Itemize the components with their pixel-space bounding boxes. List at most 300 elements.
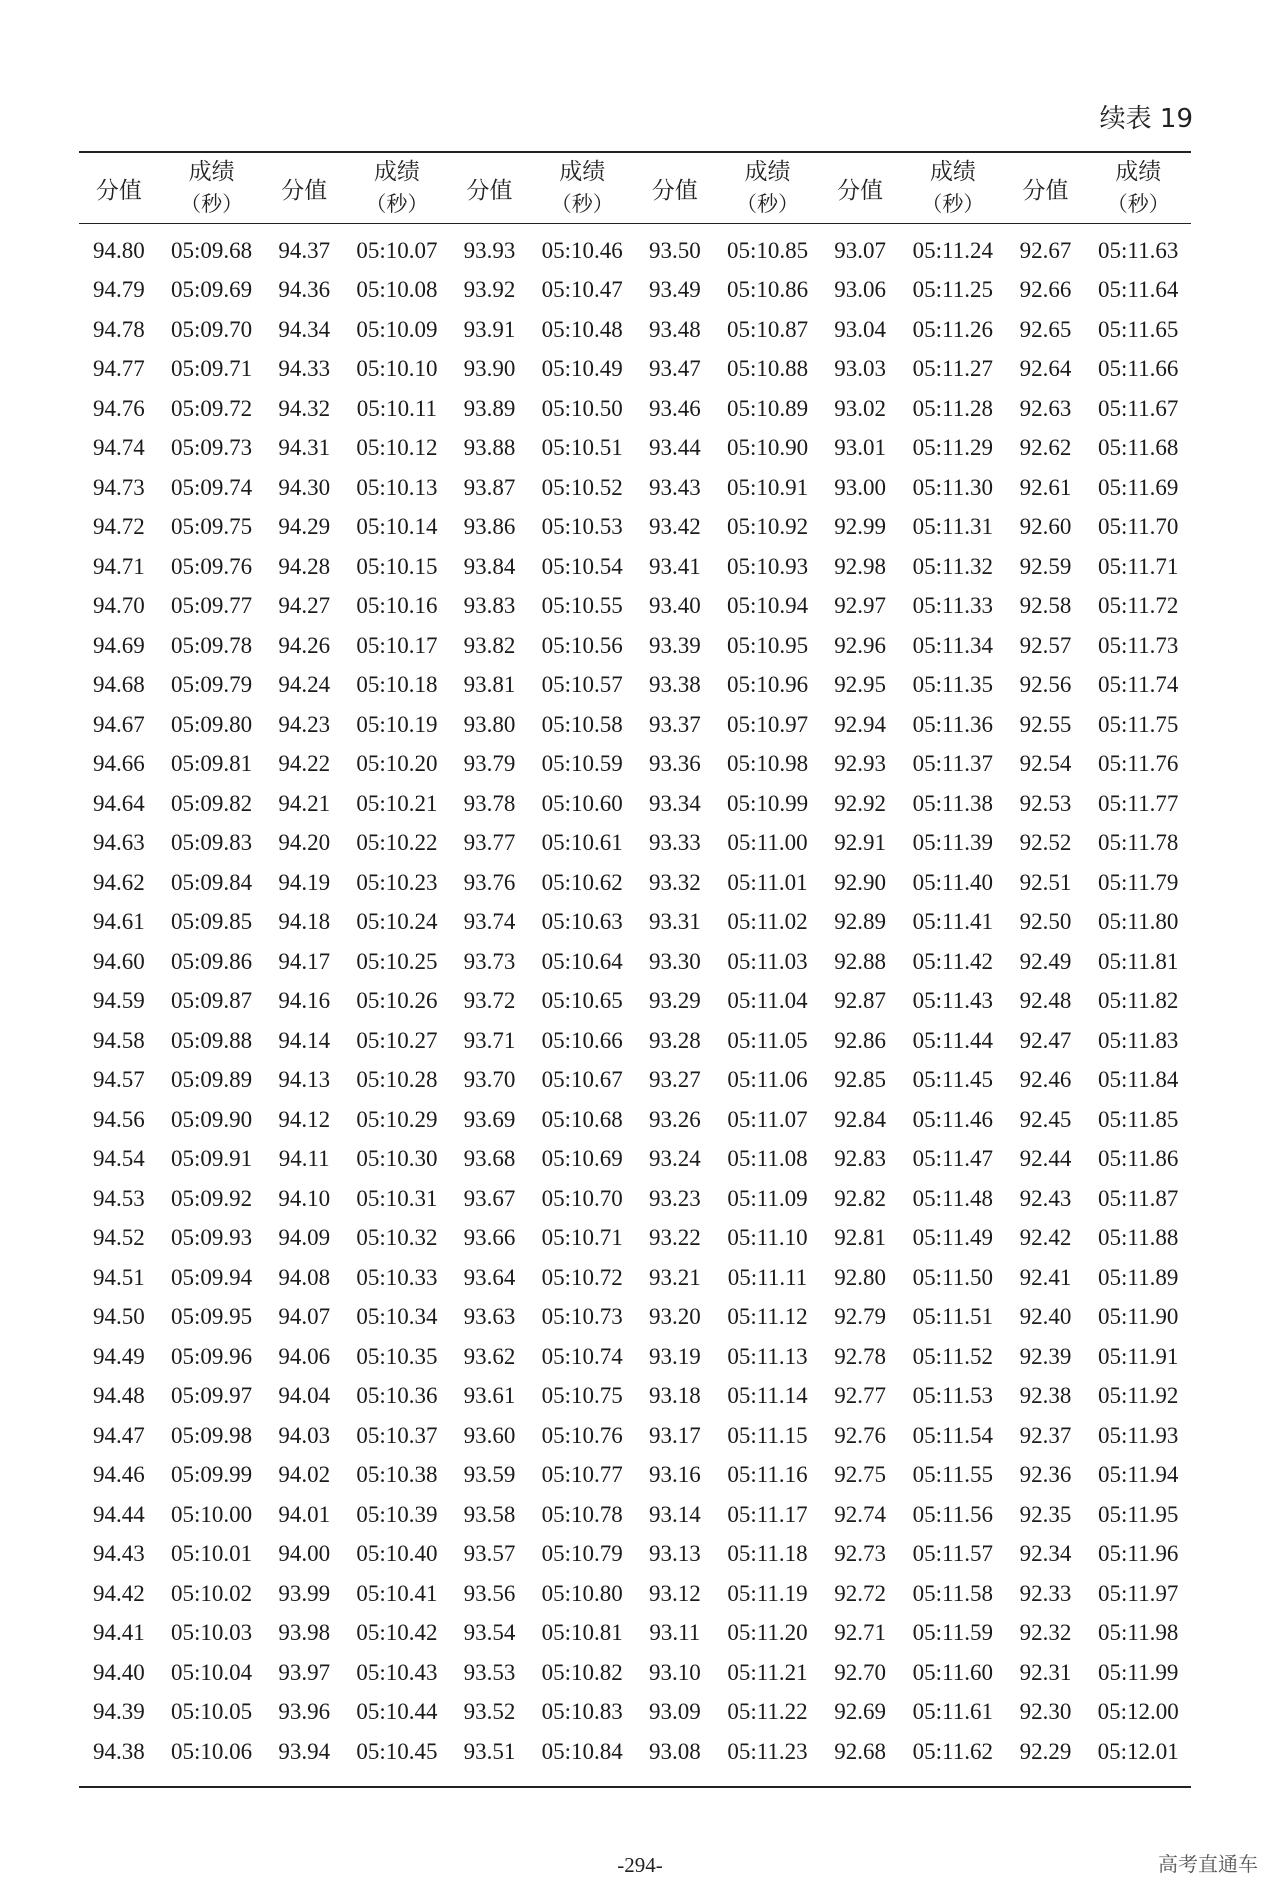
time-cell: 05:11.97 [1098, 1580, 1179, 1606]
score-cell: 92.52 [1019, 830, 1072, 856]
time-cell: 05:10.45 [356, 1738, 438, 1764]
score-cell: 93.31 [648, 909, 701, 935]
score-cell: 92.75 [834, 1462, 887, 1488]
time-cell: 05:10.94 [726, 593, 809, 619]
time-cell: 05:11.21 [727, 1659, 808, 1685]
time-cell: 05:10.38 [356, 1462, 438, 1488]
score-cell: 92.38 [1019, 1383, 1072, 1409]
time-cell: 05:09.94 [171, 1264, 253, 1290]
score-cell: 92.64 [1019, 356, 1072, 382]
score-cell: 93.06 [834, 277, 887, 303]
time-cell: 05:10.31 [356, 1185, 438, 1211]
score-cell: 93.18 [648, 1383, 701, 1409]
time-cell: 05:10.79 [541, 1541, 623, 1567]
time-cell: 05:11.35 [912, 672, 993, 698]
table-row [79, 1140, 1191, 1180]
time-cell: 05:11.61 [912, 1699, 993, 1725]
score-cell: 94.69 [93, 632, 145, 658]
score-cell: 93.58 [463, 1501, 516, 1527]
time-cell: 05:10.32 [356, 1225, 438, 1251]
time-cell: 05:10.77 [541, 1462, 623, 1488]
time-cell: 05:11.82 [1098, 988, 1179, 1014]
time-cell: 05:10.70 [541, 1185, 623, 1211]
score-cell: 93.57 [463, 1541, 516, 1567]
time-cell: 05:10.49 [541, 356, 623, 382]
table-row [79, 271, 1191, 311]
time-cell: 05:11.13 [727, 1343, 808, 1369]
table-row [79, 863, 1191, 903]
time-cell: 05:10.87 [726, 316, 809, 342]
table-row [79, 1258, 1191, 1298]
time-cell: 05:09.88 [171, 1027, 253, 1053]
time-cell: 05:09.90 [171, 1106, 253, 1132]
time-cell: 05:11.11 [727, 1264, 808, 1290]
score-cell: 94.58 [93, 1027, 145, 1053]
time-cell: 05:10.27 [356, 1027, 438, 1053]
table-row [79, 587, 1191, 627]
score-cell: 93.37 [648, 711, 701, 737]
score-cell: 92.85 [834, 1067, 887, 1093]
score-cell: 94.53 [93, 1185, 145, 1211]
score-cell: 92.36 [1019, 1462, 1072, 1488]
score-cell: 92.32 [1019, 1620, 1072, 1646]
score-cell: 92.67 [1019, 237, 1072, 263]
table-row [79, 1535, 1191, 1575]
time-cell: 05:10.72 [541, 1264, 623, 1290]
score-cell: 94.63 [93, 830, 145, 856]
score-cell: 94.26 [278, 632, 331, 658]
score-cell: 94.27 [278, 593, 331, 619]
score-cell: 93.23 [648, 1185, 701, 1211]
score-cell: 92.41 [1019, 1264, 1072, 1290]
score-cell: 92.69 [834, 1699, 887, 1725]
score-cell: 93.30 [648, 948, 701, 974]
time-cell: 05:11.56 [912, 1501, 993, 1527]
score-cell: 94.66 [93, 751, 145, 777]
score-cell: 92.63 [1019, 395, 1072, 421]
table-row [79, 1416, 1191, 1456]
time-cell: 05:11.83 [1098, 1027, 1179, 1053]
time-cell: 05:10.61 [541, 830, 623, 856]
time-cell: 05:10.08 [356, 277, 438, 303]
time-cell: 05:09.79 [171, 672, 253, 698]
score-cell: 93.61 [463, 1383, 516, 1409]
score-cell: 93.09 [648, 1699, 701, 1725]
score-cell: 92.62 [1019, 435, 1072, 461]
time-cell: 05:11.71 [1098, 553, 1179, 579]
time-cell: 05:10.48 [541, 316, 623, 342]
time-cell: 05:09.75 [171, 514, 253, 540]
score-header-label: 分值 [95, 177, 142, 204]
score-cell: 94.74 [93, 435, 145, 461]
score-cell: 92.98 [834, 553, 887, 579]
time-cell: 05:10.57 [541, 672, 623, 698]
score-cell: 92.66 [1019, 277, 1072, 303]
time-cell: 05:11.64 [1098, 277, 1179, 303]
score-header-label: 分值 [651, 177, 698, 204]
score-cell: 94.37 [278, 237, 331, 263]
time-cell: 05:09.83 [171, 830, 253, 856]
score-cell: 94.52 [93, 1225, 145, 1251]
score-cell: 92.94 [834, 711, 887, 737]
time-cell: 05:09.86 [171, 948, 253, 974]
time-header-unit: （秒） [1106, 192, 1170, 216]
time-cell: 05:11.62 [912, 1738, 993, 1764]
score-cell: 92.47 [1019, 1027, 1072, 1053]
score-cell: 93.24 [648, 1146, 701, 1172]
score-cell: 93.21 [648, 1264, 701, 1290]
time-cell: 05:09.87 [171, 988, 253, 1014]
table-row [79, 429, 1191, 469]
score-cell: 93.59 [463, 1462, 516, 1488]
score-cell: 93.67 [463, 1185, 516, 1211]
score-cell: 93.74 [463, 909, 516, 935]
score-cell: 93.49 [648, 277, 701, 303]
time-cell: 05:10.93 [726, 553, 809, 579]
score-cell: 92.81 [834, 1225, 887, 1251]
score-cell: 94.03 [278, 1422, 331, 1448]
table-header-row [79, 153, 1191, 224]
time-cell: 05:09.96 [171, 1343, 253, 1369]
score-header [264, 153, 344, 224]
score-cell: 93.82 [463, 632, 516, 658]
time-cell: 05:11.59 [912, 1620, 993, 1646]
score-cell: 94.51 [93, 1264, 145, 1290]
time-cell: 05:09.82 [171, 790, 253, 816]
time-header-label: 成绩 [373, 159, 420, 185]
time-cell: 05:11.58 [912, 1580, 993, 1606]
score-cell: 93.22 [648, 1225, 701, 1251]
score-cell: 94.42 [93, 1580, 145, 1606]
score-cell: 92.55 [1019, 711, 1072, 737]
time-cell: 05:09.93 [171, 1225, 253, 1251]
time-cell: 05:11.33 [912, 593, 993, 619]
score-cell: 94.34 [278, 316, 331, 342]
time-header-label: 成绩 [929, 159, 976, 185]
time-cell: 05:11.78 [1098, 830, 1179, 856]
time-cell: 05:11.44 [912, 1027, 993, 1053]
score-header-label: 分值 [1022, 177, 1069, 204]
score-cell: 93.56 [463, 1580, 516, 1606]
time-cell: 05:11.63 [1098, 237, 1179, 263]
time-cell: 05:11.36 [912, 711, 993, 737]
time-cell: 05:11.91 [1098, 1343, 1179, 1369]
score-cell: 94.60 [93, 948, 145, 974]
score-cell: 94.08 [278, 1264, 331, 1290]
time-cell: 05:10.66 [541, 1027, 623, 1053]
time-cell: 05:09.89 [171, 1067, 253, 1093]
time-cell: 05:11.23 [727, 1738, 808, 1764]
score-cell: 93.70 [463, 1067, 516, 1093]
score-cell: 94.06 [278, 1343, 331, 1369]
time-cell: 05:11.14 [727, 1383, 808, 1409]
score-cell: 92.88 [834, 948, 887, 974]
time-cell: 05:11.26 [912, 316, 993, 342]
time-cell: 05:09.78 [171, 632, 253, 658]
time-cell: 05:11.03 [727, 948, 808, 974]
time-cell: 05:10.34 [356, 1304, 438, 1330]
table-row [79, 1495, 1191, 1535]
time-cell: 05:10.00 [171, 1501, 253, 1527]
score-cell: 94.48 [93, 1383, 145, 1409]
score-cell: 92.59 [1019, 553, 1072, 579]
score-cell: 92.92 [834, 790, 887, 816]
time-cell: 05:11.41 [912, 909, 993, 935]
time-cell: 05:10.25 [356, 948, 438, 974]
score-cell: 92.87 [834, 988, 887, 1014]
time-cell: 05:11.77 [1098, 790, 1179, 816]
score-cell: 94.19 [278, 869, 331, 895]
score-cell: 92.99 [834, 514, 887, 540]
time-cell: 05:10.73 [541, 1304, 623, 1330]
time-cell: 05:11.89 [1098, 1264, 1179, 1290]
time-cell: 05:10.88 [726, 356, 809, 382]
table-row [79, 1377, 1191, 1417]
score-cell: 93.01 [834, 435, 887, 461]
score-cell: 92.39 [1019, 1343, 1072, 1369]
time-cell: 05:11.04 [727, 988, 808, 1014]
score-cell: 93.68 [463, 1146, 516, 1172]
score-cell: 93.79 [463, 751, 516, 777]
score-cell: 93.66 [463, 1225, 516, 1251]
table-row [79, 508, 1191, 548]
score-cell: 93.10 [648, 1659, 701, 1685]
table-row [79, 705, 1191, 745]
time-header [159, 153, 264, 224]
time-cell: 05:11.55 [912, 1462, 993, 1488]
time-header-unit: （秒） [921, 192, 985, 216]
time-cell: 05:11.09 [727, 1185, 808, 1211]
score-header [820, 153, 900, 224]
time-cell: 05:09.92 [171, 1185, 253, 1211]
time-cell: 05:10.67 [541, 1067, 623, 1093]
score-cell: 92.60 [1019, 514, 1072, 540]
score-cell: 93.78 [463, 790, 516, 816]
score-cell: 92.34 [1019, 1541, 1072, 1567]
score-cell: 94.62 [93, 869, 145, 895]
score-cell: 92.77 [834, 1383, 887, 1409]
score-cell: 94.40 [93, 1659, 145, 1685]
score-cell: 93.02 [834, 395, 887, 421]
time-cell: 05:11.17 [727, 1501, 808, 1527]
score-cell: 92.80 [834, 1264, 887, 1290]
score-cell: 94.16 [278, 988, 331, 1014]
score-cell: 93.11 [649, 1620, 701, 1646]
table-row [79, 224, 1191, 271]
score-cell: 93.83 [463, 593, 516, 619]
time-cell: 05:10.21 [356, 790, 438, 816]
score-cell: 93.47 [648, 356, 701, 382]
time-cell: 05:10.04 [171, 1659, 253, 1685]
time-cell: 05:10.23 [356, 869, 438, 895]
score-cell: 94.29 [278, 514, 331, 540]
score-cell: 94.13 [278, 1067, 331, 1093]
score-cell: 92.72 [834, 1580, 887, 1606]
score-cell: 94.30 [278, 474, 331, 500]
score-cell: 93.29 [648, 988, 701, 1014]
table-row [79, 1653, 1191, 1693]
time-cell: 05:10.26 [356, 988, 438, 1014]
score-cell: 93.64 [463, 1264, 516, 1290]
score-cell: 94.57 [93, 1067, 145, 1093]
table-row [79, 745, 1191, 785]
time-cell: 05:11.72 [1098, 593, 1179, 619]
score-cell: 92.54 [1019, 751, 1072, 777]
table-row [79, 824, 1191, 864]
time-cell: 05:11.39 [912, 830, 993, 856]
time-cell: 05:11.90 [1098, 1304, 1179, 1330]
time-cell: 05:10.78 [541, 1501, 623, 1527]
score-header [450, 153, 530, 224]
table-row [79, 1021, 1191, 1061]
table-row [79, 626, 1191, 666]
score-cell: 93.46 [648, 395, 701, 421]
score-cell: 92.76 [834, 1422, 887, 1448]
time-cell: 05:10.90 [726, 435, 809, 461]
score-cell: 93.32 [648, 869, 701, 895]
time-cell: 05:11.47 [912, 1146, 993, 1172]
time-cell: 05:11.46 [912, 1106, 993, 1132]
score-cell: 92.33 [1019, 1580, 1072, 1606]
time-cell: 05:10.95 [726, 632, 809, 658]
time-cell: 05:11.95 [1098, 1501, 1179, 1527]
score-cell: 93.38 [648, 672, 701, 698]
score-cell: 94.41 [93, 1620, 145, 1646]
score-cell: 94.14 [278, 1027, 331, 1053]
time-cell: 05:09.80 [171, 711, 253, 737]
score-cell: 93.54 [463, 1620, 516, 1646]
score-cell: 94.31 [278, 435, 331, 461]
time-cell: 05:11.31 [912, 514, 993, 540]
time-cell: 05:10.44 [356, 1699, 438, 1725]
score-cell: 92.79 [834, 1304, 887, 1330]
score-cell: 93.40 [648, 593, 701, 619]
time-cell: 05:09.71 [171, 356, 253, 382]
score-cell: 94.67 [93, 711, 145, 737]
score-cell: 92.58 [1019, 593, 1072, 619]
time-cell: 05:10.56 [541, 632, 623, 658]
score-cell: 92.96 [834, 632, 887, 658]
time-cell: 05:11.68 [1098, 435, 1179, 461]
time-cell: 05:09.69 [171, 277, 253, 303]
score-cell: 93.50 [648, 237, 701, 263]
time-header-unit: （秒） [365, 192, 429, 216]
score-cell: 93.34 [648, 790, 701, 816]
time-header-label: 成绩 [744, 159, 791, 185]
time-cell: 05:10.24 [356, 909, 438, 935]
score-cell: 93.93 [463, 237, 516, 263]
time-header-unit: （秒） [550, 192, 614, 216]
score-cell: 94.12 [278, 1106, 331, 1132]
table-row [79, 784, 1191, 824]
score-cell: 94.00 [278, 1541, 331, 1567]
score-cell: 93.91 [463, 316, 516, 342]
score-cell: 92.45 [1019, 1106, 1072, 1132]
score-cell: 92.70 [834, 1659, 887, 1685]
score-cell: 92.35 [1019, 1501, 1072, 1527]
time-cell: 05:11.05 [727, 1027, 808, 1053]
time-cell: 05:10.53 [541, 514, 623, 540]
time-cell: 05:10.85 [726, 237, 809, 263]
time-cell: 05:11.18 [727, 1541, 808, 1567]
time-cell: 05:10.52 [541, 474, 623, 500]
score-cell: 92.57 [1019, 632, 1072, 658]
time-cell: 05:11.74 [1098, 672, 1179, 698]
score-table [79, 153, 1191, 1786]
time-cell: 05:11.94 [1098, 1462, 1179, 1488]
score-cell: 94.22 [278, 751, 331, 777]
score-cell: 93.19 [648, 1343, 701, 1369]
score-cell: 93.69 [463, 1106, 516, 1132]
score-cell: 94.71 [93, 553, 145, 579]
score-cell: 93.86 [463, 514, 516, 540]
score-cell: 93.72 [463, 988, 516, 1014]
score-cell: 92.43 [1019, 1185, 1072, 1211]
time-cell: 05:09.72 [171, 395, 253, 421]
score-table-container [79, 151, 1191, 1788]
score-cell: 93.51 [463, 1738, 516, 1764]
time-cell: 05:09.95 [171, 1304, 253, 1330]
score-header-label: 分值 [837, 177, 884, 204]
time-cell: 05:11.34 [912, 632, 993, 658]
table-row [79, 310, 1191, 350]
time-cell: 05:11.45 [912, 1067, 993, 1093]
watermark: 高考直通车 [1158, 1852, 1258, 1876]
score-cell: 93.03 [834, 356, 887, 382]
score-cell: 92.40 [1019, 1304, 1072, 1330]
score-cell: 92.31 [1019, 1659, 1072, 1685]
score-cell: 94.59 [93, 988, 145, 1014]
score-cell: 94.18 [278, 909, 331, 935]
score-cell: 94.32 [278, 395, 331, 421]
time-cell: 05:11.51 [912, 1304, 993, 1330]
table-row [79, 903, 1191, 943]
score-cell: 94.79 [93, 277, 145, 303]
time-cell: 05:10.09 [356, 316, 438, 342]
time-cell: 05:10.20 [356, 751, 438, 777]
time-cell: 05:11.66 [1098, 356, 1179, 382]
time-cell: 05:10.40 [356, 1541, 438, 1567]
time-cell: 05:11.27 [912, 356, 993, 382]
time-header [900, 153, 1005, 224]
time-cell: 05:11.15 [727, 1422, 808, 1448]
time-cell: 05:10.17 [356, 632, 438, 658]
time-cell: 05:10.96 [726, 672, 809, 698]
time-cell: 05:10.76 [541, 1422, 623, 1448]
score-cell: 93.99 [278, 1580, 331, 1606]
time-cell: 05:11.42 [912, 948, 993, 974]
time-cell: 05:11.22 [727, 1699, 808, 1725]
time-cell: 05:11.93 [1098, 1422, 1179, 1448]
time-cell: 05:09.76 [171, 553, 253, 579]
score-header [79, 153, 159, 224]
time-cell: 05:09.70 [171, 316, 253, 342]
score-cell: 94.72 [93, 514, 145, 540]
score-cell: 93.71 [463, 1027, 516, 1053]
table-row [79, 389, 1191, 429]
time-cell: 05:10.82 [541, 1659, 623, 1685]
score-cell: 93.52 [463, 1699, 516, 1725]
time-cell: 05:11.76 [1098, 751, 1179, 777]
score-cell: 92.56 [1019, 672, 1072, 698]
time-cell: 05:10.10 [356, 356, 438, 382]
score-cell: 92.90 [834, 869, 887, 895]
table-row [79, 468, 1191, 508]
table-row [79, 1337, 1191, 1377]
score-cell: 92.97 [834, 593, 887, 619]
score-cell: 93.17 [648, 1422, 701, 1448]
score-cell: 92.73 [834, 1541, 887, 1567]
